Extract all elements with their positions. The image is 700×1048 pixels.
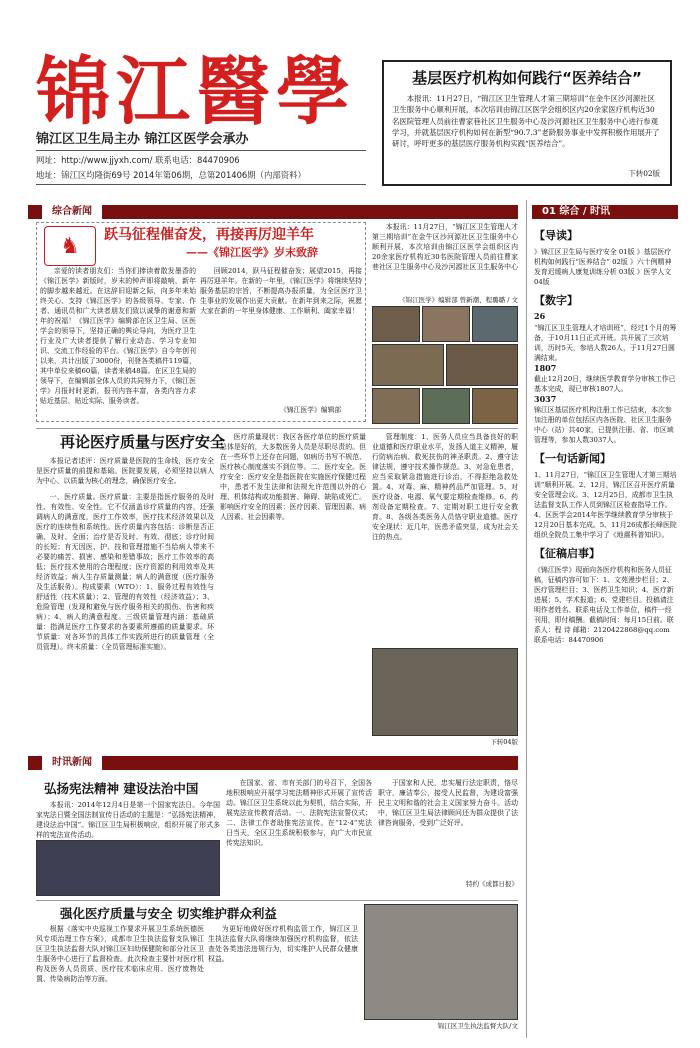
sidebar	[534, 222, 678, 1038]
section2-label: 时讯新闻	[42, 756, 102, 770]
number-0-text: “锦江区卫生管理人才培训班”，经过1个月的筹备，于10月11日正式开班。共开展了三次培训，历时5天，参培人数26人，于11月27日圆满结束。	[534, 323, 677, 362]
newyear-body	[40, 266, 196, 418]
photo-6	[372, 388, 420, 424]
masthead-address: 地址：锦江区均隆街69号 2014年第06期，总第201406期（内部资料）	[36, 170, 306, 180]
safety-col-2	[208, 924, 358, 1038]
constitution-body	[36, 800, 220, 840]
quality-col-2	[220, 432, 366, 746]
masthead-rule	[36, 150, 366, 151]
masthead-title: 锦江醫學	[36, 49, 356, 135]
safety-body-text: 根据《落实中央巡视工作要求开展卫生系统医德医风专项治理工作方案》，成都市卫生执法监督支队锦江区卫生执法监督大队对锦江区妇幼保健院和部分社区卫生服务中心进行了监督检查。此次检查主要针对医疗机构及医务人员资质、医疗技术临床应用、医疗废物处置、传染病防治等方面。	[36, 925, 204, 983]
horse-emblem-icon: ♞	[44, 226, 96, 266]
constitution-title: 弘扬宪法精神 建设法治中国	[44, 781, 199, 796]
lead-turn: 下转02版	[628, 169, 660, 179]
number-2-text: 锦江区基层医疗机构注册工作已结束，本次参加注册的单位包括区内各医院、社区卫生服务中心（站）共40家，已提供注册、省、市区域管理等，参加人数3037人。	[534, 406, 674, 445]
call-heading: 【征稿启事】	[534, 546, 600, 560]
section-bar-news	[28, 205, 518, 219]
newyear-title: 跃马征程催奋发，再接再厉迎羊年	[104, 227, 314, 243]
quality-intro	[36, 456, 214, 490]
quality-col-1	[36, 492, 214, 746]
quality-intro-text: 本报记者述评：医疗质量是医院的生命线，医疗安全是医疗质量的前提和基础。医院要发展，必须坚持以病人为中心、以质量为核心的理念，确保医疗安全。	[36, 457, 214, 485]
quality-turn: 下转04版	[490, 738, 518, 746]
section-bar-sidebar	[532, 205, 678, 219]
collage-intro-text: 本报讯：11月27日，“锦江区卫生管理人才第三期培训”在金牛区沙河源社区卫生服务中心顺利开展，本次培训由锦江区医学会组织区内20余家医疗机构近30名医院管理人员前往曹家巷社区卫生服务中心及沙河源社区卫生服务中心	[372, 223, 518, 270]
constitution-body2-text: 在国家、省、市有关部门的号召下，全国各地积极响应开展学习宪法精神形式开展了宣传活动。锦江区卫生系统以此为契机，结合实际，开展宪法宣传教育活动。一、法院宪法宣誓仪式；二、法律工作者助推宪法宣传。在“12·4”宪法日当天，全区卫生系统积极参与，向广大市民宣传宪法知识。	[226, 779, 372, 847]
photo-5	[446, 344, 518, 386]
photo-8	[472, 388, 518, 424]
newyear-subtitle: ——《锦江医学》岁末致辞	[186, 246, 318, 259]
number-0: 26	[534, 311, 546, 322]
collage-intro	[372, 222, 518, 270]
numbers-heading: 【数字】	[534, 293, 578, 307]
newyear-body2-text: 回顾2014，跃马征程催奋发；展望2015，再接再厉迎羊年。在新的一年里，《锦江医学》将继续坚持服务基层的宗旨，不断提高办报质量，为全区医疗卫生事业的发展作出更大贡献。在新年到来之际，祝愿大家在新的一年里身体健康、工作顺利、阖家幸福！	[200, 267, 362, 315]
safety-caption: 锦江区卫生执法监督大队/文	[437, 1022, 518, 1030]
constitution-photo	[36, 840, 220, 896]
call-text: 《锦江医学》现面向各医疗机构和医务人员征稿，征稿内容可如下：1、文苑漫步栏目；2、医疗管理栏目；3、医药卫生知识；4、医疗新进展；5、学术报道；6、党建栏目。投稿请注明作者姓名、联系电话及工作单位，稿件一经刊用，即付稿酬。截稿时间：每月15日前。联系人：程 诗 邮箱：2120422868@qq.com 联系电话：84470906	[534, 565, 674, 644]
section-bar-timely	[28, 756, 518, 770]
rule-safety	[36, 900, 518, 901]
photo-1	[372, 306, 420, 342]
masthead-website: 网址：http://www.jjyxh.com/ 联系电话：84470906	[36, 155, 240, 165]
photo-2	[422, 306, 470, 342]
newyear-body-2	[200, 266, 362, 404]
constitution-caption: 特约《成都日报》	[466, 880, 518, 888]
photo-4	[372, 344, 444, 386]
number-2: 3037	[534, 393, 557, 404]
lead-body: 本报讯：11月27日，“锦江区卫生管理人才第三期培训”在金牛区沙河源社区卫生服务中心顺利开展，本次培训由锦江区医学会组织区内20余家医疗机构近30名医院管理人员前往曹家巷社区卫生服务中心及沙河源社区卫生服务中心进行参观学习，并就基层医疗机构如何在新型“90.7.3”老龄服务事业中发挥积极作用展开了研讨，呼吁更多的基层医疗服务机构实践“医养结合”。	[392, 94, 660, 148]
newyear-signature: 《锦江医学》编辑部	[280, 406, 342, 414]
constitution-body-text: 本报讯：2014年12月4日是第一个国家宪法日。今年国家宪法日暨全国法制宣传日活动的主题是：“弘扬宪法精神，建设法治中国”。锦江区卫生局积极响应，组织开展了形式多样的宪法宣传活动。	[36, 801, 220, 839]
meeting-photo	[372, 648, 518, 736]
brief-news-heading: 【一句话新闻】	[534, 452, 611, 466]
lead-title: 基层医疗机构如何践行“医养结合”	[412, 69, 642, 87]
brief-news: 1、11月27日，“锦江区卫生管理人才第三期培训”顺利开展。2、12月，锦江区召开医疗质量安全管理会议。3、12月25日，成都市卫生执法监督支队工作人员到锦江区检查指导工作。4、区医学会2014年医学继续教育学分审核于12月20日基本完成。5、11月26成都长峰医院组织全院员工集中学习了《地震科普知识》。	[534, 470, 677, 539]
photo-3	[472, 306, 518, 342]
safety-body2-text: 为更好地做好医疗机构监管工作，锦江区卫生执法监督大队将继续加强医疗机构监督，依法查处各类违法违规行为，切实维护人民群众健康权益。	[208, 925, 358, 963]
quality-title: 再论医疗质量与医疗安全	[60, 433, 226, 451]
quality-body-text: 一、医疗质量。医疗质量：主要是指医疗服务的及时性、有效性、安全性。它不仅涵盖诊疗质量的内容，还强调病人的满意度，医疗工作效率，医疗技术经济效果以及医疗的连续性和系统性。医疗质量内容包括：诊断是否正确、及时、全面；治疗是否及时、有效、彻底；诊疗时间的长短；有无因医、护、技和管理措施不当给病人带来不必要的痛苦、损害、感染和差错事故；医疗工作效率的高低；医疗技术使用的合理程度；医疗资源的利用效率及其经济效益；病人生存质量测量；病人的满意度（医疗服务及生活服务）。构成要素（WTO）：1、服务过程有效性与舒适性（技术质量）；2、管理的有效性（经济效益）；3、危险管理（发现和避免与医疗服务相关的损伤、伤害和疾病）；4、病人的满意程度。三级质量管理内涵：基础质量：指满足医疗工作要求的各要素所遵循的质量要求。环节质量：对各环节的具体工作实践所进行的质量管理（全员管理）。终末质量：（全员管理标准实施）。	[36, 493, 214, 651]
photo-7	[422, 388, 470, 424]
sidebar-divider	[526, 200, 527, 1038]
guide-list: 》锦江区卫生局与医疗安全 01版 》基层医疗机构如何践行“医养结合” 02版 》六十例精神发育迟缓病人康复训练分析 03版 》医学人文 04版	[534, 247, 672, 286]
number-1: 1807	[534, 362, 557, 373]
number-1-text: 截止12月20日，继续医学教育学分审核工作已基本完成，现已审核1807人。	[534, 374, 676, 393]
lead-article	[382, 60, 672, 186]
quality-col-3	[372, 432, 518, 644]
masthead-logo	[36, 49, 356, 135]
constitution-col-3	[378, 778, 518, 874]
safety-photo	[364, 904, 518, 1020]
constitution-col-2	[226, 778, 372, 898]
quality-body4-text: 管理制度：1、医务人员应当具备良好的职业道德和医疗职业水平，发扬人道主义精神，履行防病治病、救死扶伤的神圣职责。2、遵守法律法规，遵守技术操作规范。3、对急危患者，应当采取紧急措施进行诊治，不得拒绝急救处置。4、对毒、麻、精神药品严加管理。5、对医疗设备、电源、氧气要定期检查维修。6、药剂设备定期检查。7、定期对职工进行安全教育。8、各级各类医务人员恪守职业道德。医疗安全现状：近几年，医患矛盾突显，成为社会关注的热点。	[372, 433, 518, 541]
constitution-body3-text: 于国家和人民，忠实履行法定职责，恪尽职守，廉洁奉公，接受人民监督，为建设富强民主文明和谐的社会主义国家努力奋斗。活动中，锦江区卫生局法律顾问还为群众提供了法律咨询服务，受到广泛好评。	[378, 779, 518, 827]
photo-caption-1: 《锦江医学》编辑部 曾新潮、程璐璐 / 文	[399, 296, 518, 304]
safety-col-1	[36, 924, 204, 1038]
quality-body3-text: 医疗质量现状：我区各医疗单位的医疗质量总体是好的，大多数医务人员是尽职尽责的。但在一些环节上还存在问题，如病历书写不规范、医疗核心制度落实不到位等。二、医疗安全。医疗安全：医疗安全是指医院在实施医疗保健过程中，患者不发生法律和法规允许范围以外的心理、机体结构或功能损害、障碍、缺陷或死亡。影响医疗安全的因素：医疗因素、管理因素、病人因素、社会因素等。	[220, 433, 366, 521]
section-label: 综合新闻	[42, 205, 102, 219]
masthead-subtitle: 锦江区卫生局主办 锦江区医学会承办	[36, 132, 249, 147]
guide-heading: 【导读】	[534, 229, 578, 242]
sidebar-section-label: 01 综合 / 时讯	[542, 206, 611, 217]
rule-quality	[36, 428, 518, 429]
safety-title: 强化医疗质量与安全 切实维护群众利益	[60, 906, 277, 921]
newyear-body-text: 亲爱的读者朋友们：当你们捧读着散发墨香的《锦江医学》新版时，岁末的钟声即将敲响，新年的脚步越来越近。在这辞旧迎新之际，向多年来始终关心、支持《锦江医学》的各级领导、专家、作者、通讯员和广大读者朋友们致以诚挚的谢意和新年的祝福！《锦江医学》编辑部在区卫生局、区医学会的领导下，坚持正确的舆论导向，为医疗卫生行业及广大读者提供了解行业动态、学习专业知识、交流工作经验的平台。《锦江医学》自今年创刊以来，共计出版了3000份，刊登各类稿件119篇，其中单位来稿60篇，读者来稿48篇。在区卫生局的领导下，在编辑部全体人员的共同努力下，《锦江医学》月报时时更新，报刊内容丰富，各类内容力求贴近基层、贴近实际、服务读者。	[40, 267, 196, 405]
masthead-rule-bottom	[36, 184, 366, 185]
